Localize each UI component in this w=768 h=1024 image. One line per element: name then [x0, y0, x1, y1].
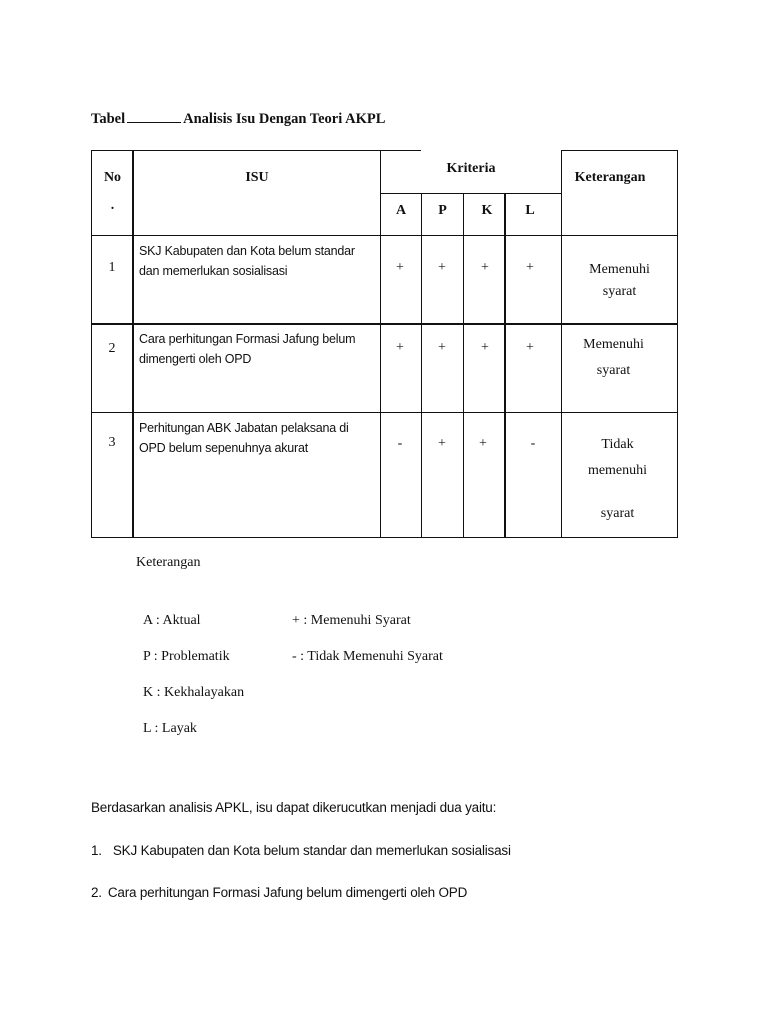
- row1-p: +: [438, 260, 446, 275]
- legend-title: Keterangan: [136, 555, 201, 570]
- row1-k: +: [481, 260, 489, 275]
- header-no: No: [103, 170, 122, 185]
- col-p-divider: [463, 193, 464, 538]
- caption-suffix: Analisis Isu Dengan Teori AKPL: [183, 111, 386, 127]
- row2-ket-line1: Memenuhi: [583, 337, 644, 352]
- header-keterangan: Keterangan: [574, 170, 646, 185]
- col-k-divider: [504, 193, 506, 538]
- table-right-border: [677, 150, 678, 538]
- row1-isu-line1: SKJ Kabupaten dan Kota belum standar: [139, 244, 355, 258]
- kriteria-divider: [380, 193, 561, 194]
- row3-k: +: [479, 436, 487, 451]
- row1-ket-line1: Memenuhi: [589, 262, 650, 277]
- table-bottom-border: [91, 537, 678, 538]
- header-isu: ISU: [245, 170, 269, 185]
- legend-l: L : Layak: [143, 721, 197, 736]
- item2-number: 2.: [91, 885, 102, 900]
- row3-p: +: [438, 436, 446, 451]
- header-no-dot: .: [110, 198, 115, 213]
- legend-p: P : Problematik: [143, 649, 230, 664]
- row2-l: +: [526, 340, 534, 355]
- row2-a: +: [396, 340, 404, 355]
- row2-k: +: [481, 340, 489, 355]
- conclusion-item-2: [91, 885, 467, 900]
- table-top-border: [91, 150, 421, 151]
- header-kriteria: Kriteria: [446, 161, 496, 176]
- caption-prefix: Tabel: [91, 111, 126, 127]
- item2-text: Cara perhitungan Formasi Jafung belum dimengerti oleh OPD: [107, 885, 468, 900]
- legend-a: A : Aktual: [143, 613, 201, 628]
- header-k: K: [481, 203, 493, 218]
- row2-isu-line2: dimengerti oleh OPD: [139, 352, 252, 366]
- row1-l: +: [526, 260, 534, 275]
- row1-isu: [139, 241, 374, 281]
- header-l: L: [525, 203, 535, 218]
- header-a: A: [395, 203, 407, 218]
- row3-ket-line1: Tidak: [601, 437, 634, 452]
- row3-no: 3: [108, 435, 116, 450]
- header-p: P: [438, 203, 447, 218]
- row1-a: +: [396, 260, 404, 275]
- row3-l: -: [530, 436, 536, 451]
- row3-ket-line3: syarat: [600, 506, 635, 521]
- row1-bottom-border: [91, 323, 678, 325]
- legend-minus: - : Tidak Memenuhi Syarat: [292, 649, 443, 664]
- row3-keterangan: [560, 434, 675, 525]
- conclusion-intro: Berdasarkan analisis APKL, isu dapat dikerucutkan menjadi dua yaitu:: [91, 800, 497, 815]
- row1-keterangan: [562, 259, 677, 303]
- row2-isu-line1: Cara perhitungan Formasi Jafung belum: [139, 332, 356, 346]
- col-a-divider: [421, 193, 422, 538]
- row1-isu-line2: dan memerlukan sosialisasi: [139, 264, 288, 278]
- row2-p: +: [438, 340, 446, 355]
- row2-keterangan: [556, 332, 671, 384]
- table-caption: [91, 110, 385, 128]
- row3-ket-line2: memenuhi: [587, 463, 648, 478]
- row2-ket-line2: syarat: [596, 363, 631, 378]
- item1-number: 1.: [91, 843, 102, 858]
- caption-blank: [127, 110, 181, 123]
- row2-isu: [139, 329, 374, 369]
- legend-plus: + : Memenuhi Syarat: [292, 613, 411, 628]
- item1-text: SKJ Kabupaten dan Kota belum standar dan memerlukan sosialisasi: [112, 843, 511, 858]
- row3-isu-line2: OPD belum sepenuhnya akurat: [139, 441, 309, 455]
- row2-bottom-border: [91, 412, 678, 413]
- conclusion-item-1: [91, 843, 511, 858]
- header-bottom-border: [91, 235, 678, 236]
- row1-no: 1: [108, 260, 116, 275]
- row1-ket-line2: syarat: [602, 284, 637, 299]
- row3-isu-line1: Perhitungan ABK Jabatan pelaksana di: [139, 421, 349, 435]
- row3-isu: [139, 418, 374, 458]
- row2-no: 2: [108, 341, 116, 356]
- table-top-border-ket: [561, 150, 678, 151]
- row3-a: -: [397, 436, 403, 451]
- legend-k: K : Kekhalayakan: [143, 685, 245, 700]
